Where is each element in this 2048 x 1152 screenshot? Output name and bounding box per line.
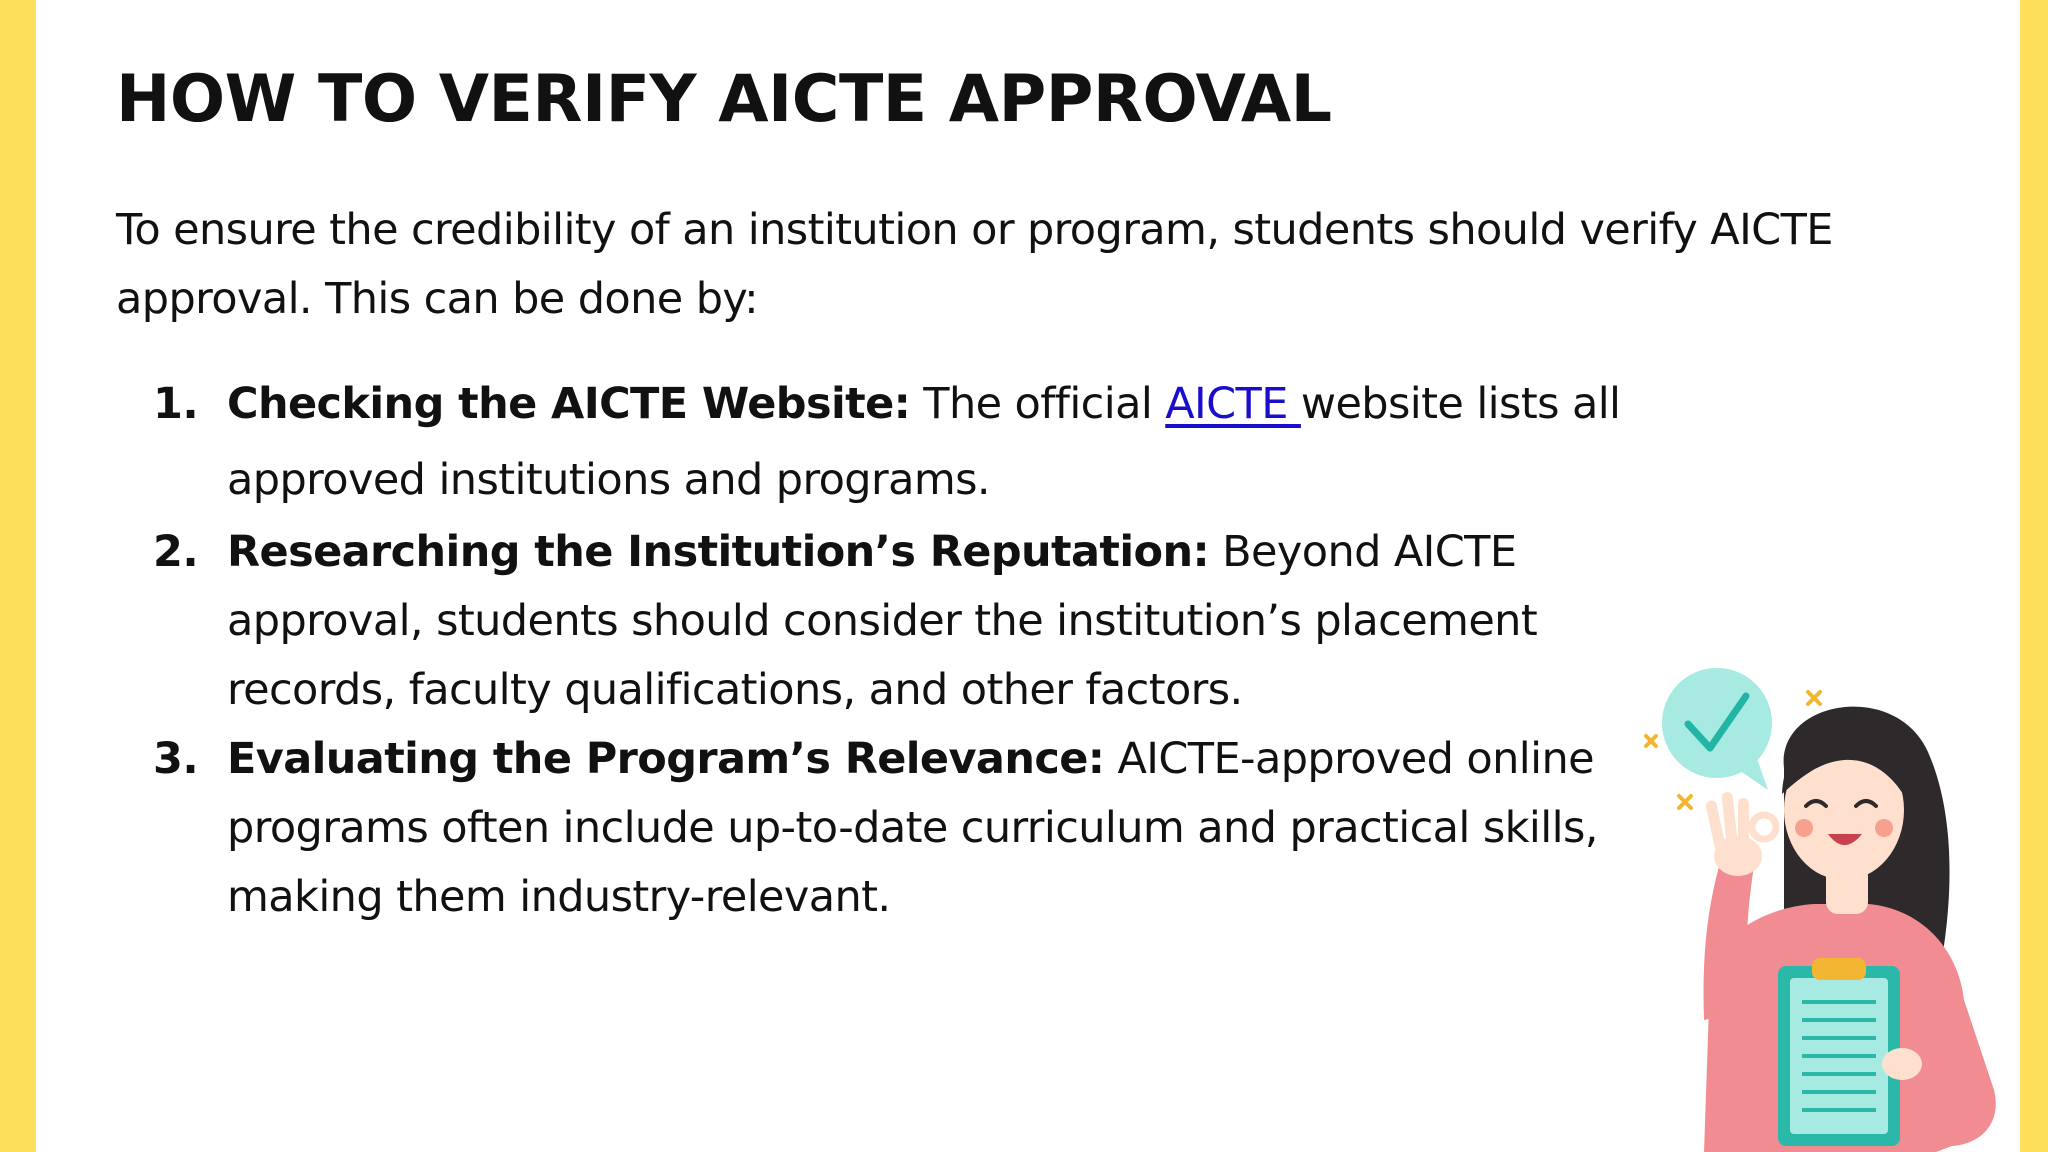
intro-paragraph: To ensure the credibility of an institution or program, students should verify AICTE approval. This can be done by: (116, 205, 1833, 324)
steps-list (153, 366, 1673, 932)
step-heading: Researching the Institution’s Reputation: (227, 527, 1210, 577)
step-text: Beyond AICTE approval, students should consider the institution’s placement records, faculty qualifications, and other factors. (227, 527, 1538, 715)
clipboard-icon (1778, 958, 1900, 1146)
list-item (153, 725, 1673, 932)
woman-ok-gesture-clipboard-checkmark-icon (1606, 660, 2020, 1152)
page-title: HOW TO VERIFY AICTE APPROVAL (116, 62, 1332, 137)
step-number: 1. (153, 379, 199, 429)
step-text: website lists all approved institutions and programs. (227, 379, 1621, 505)
step-text: AICTE-approved online programs often include up-to-date curriculum and practical skills, making them industry-relevant. (227, 734, 1598, 922)
step-heading: Evaluating the Program’s Relevance: (227, 734, 1105, 784)
step-heading: Checking the AICTE Website: (227, 379, 911, 429)
aicte-link[interactable]: AICTE (1165, 379, 1301, 429)
step-text: The official (910, 379, 1166, 429)
step-number: 2. (153, 527, 199, 577)
step-number: 3. (153, 734, 199, 784)
slide (36, 0, 2020, 1152)
checkmark-bubble-icon (1662, 668, 1772, 790)
list-item (153, 366, 1673, 518)
list-item (153, 518, 1673, 725)
